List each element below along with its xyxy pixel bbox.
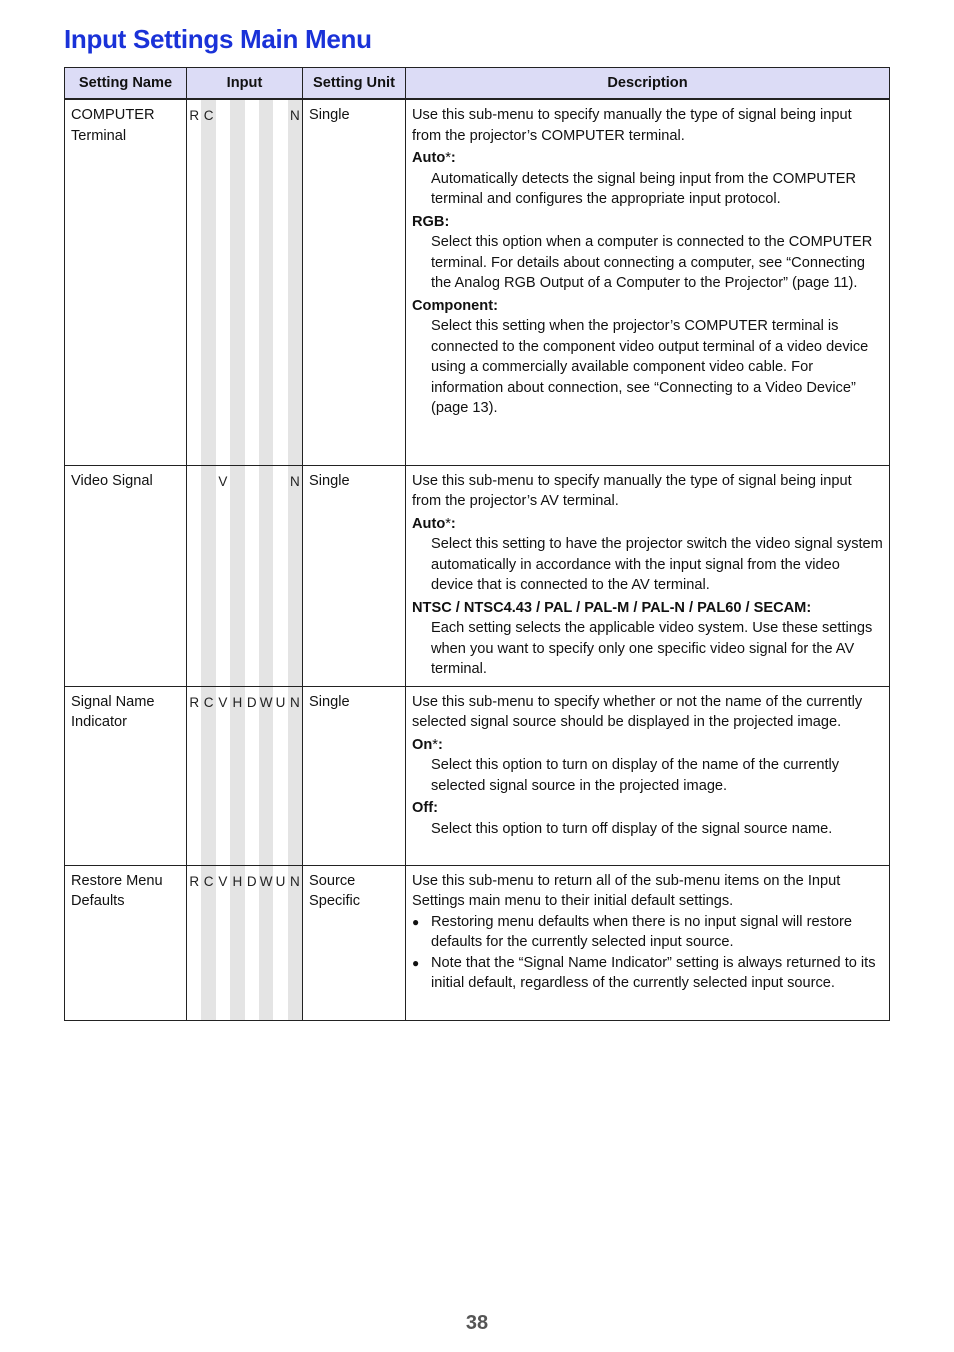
input-indicator: N bbox=[288, 100, 302, 465]
input-indicator bbox=[259, 100, 273, 465]
option-name: RGB bbox=[412, 213, 445, 230]
input-cell bbox=[187, 686, 303, 865]
setting-name-cell: Restore Menu Defaults bbox=[65, 865, 187, 1020]
bullet-text: Note that the “Signal Name Indicator” setting is always returned to its initial default, regardless of the currently selected input source. bbox=[431, 954, 876, 991]
description-intro: Use this sub-menu to return all of the sub-menu items on the Input Settings main menu to their initial default settings. bbox=[412, 872, 841, 909]
input-indicator bbox=[273, 466, 287, 686]
option-description: Select this option to turn off display of the signal source name. bbox=[431, 820, 833, 837]
option-name: Off bbox=[412, 800, 434, 816]
bullet-item bbox=[412, 953, 883, 994]
bullet-text: Restoring menu defaults when there is no input signal will restore defaults for the currently selected input source. bbox=[431, 913, 853, 950]
input-indicator: D bbox=[246, 694, 257, 710]
option-description: Automatically detects the signal being input from the COMPUTER terminal and configures the appropriate input protocol. bbox=[431, 170, 857, 207]
table-row bbox=[65, 99, 890, 465]
input-indicator: V bbox=[218, 873, 228, 889]
input-indicator: N bbox=[288, 866, 302, 1020]
description-cell bbox=[406, 686, 890, 865]
description-intro: Use this sub-menu to specify whether or not the name of the currently selected signal source should be displayed in the projected image. bbox=[412, 693, 863, 730]
option-label bbox=[412, 514, 883, 535]
option-name: NTSC / NTSC4.43 / PAL / PAL-M / PAL-N / PAL60 / SECAM bbox=[412, 599, 807, 616]
bullet-icon: ● bbox=[412, 914, 420, 929]
description-intro: Use this sub-menu to specify manually the type of signal being input from the projector’s AV terminal. bbox=[412, 472, 852, 509]
option-description: Select this setting to have the projector switch the video signal system automatically in accordance with the input signal from the video device that is connected to the AV terminal. bbox=[431, 536, 883, 593]
option-label bbox=[412, 148, 883, 169]
option-name: Component bbox=[412, 297, 494, 314]
setting-name-cell: Signal Name Indicator bbox=[65, 686, 187, 865]
input-indicator bbox=[187, 466, 201, 686]
input-indicator bbox=[201, 466, 215, 686]
default-marker: * bbox=[445, 150, 451, 166]
input-indicator: C bbox=[201, 866, 215, 1020]
input-indicator: D bbox=[246, 873, 257, 889]
option-description: Each setting selects the applicable video system. Use these settings when you want to specify only one specific video signal for the AV terminal. bbox=[431, 620, 873, 677]
input-indicator: W bbox=[259, 866, 273, 1020]
option-colon: : bbox=[806, 599, 812, 616]
input-indicator: R bbox=[189, 108, 200, 123]
input-indicator bbox=[230, 466, 244, 686]
input-cell bbox=[187, 99, 303, 465]
option-colon: : bbox=[450, 150, 456, 166]
setting-unit-cell: Source Specific bbox=[303, 865, 406, 1020]
input-indicator: H bbox=[230, 687, 244, 865]
option-description: Select this option when a computer is connected to the COMPUTER terminal. For details about connecting a computer, see “Connecting the Analog RGB Output of a Computer to the Projector” (page 11). bbox=[431, 234, 873, 291]
option-description: Select this setting when the projector’s COMPUTER terminal is connected to the component video output terminal of a video device using a commercially available component video cable. For information about connection, see “Connecting to a Video Device” (page 13). bbox=[431, 318, 869, 416]
input-indicator bbox=[230, 100, 244, 465]
description-intro: Use this sub-menu to specify manually the type of signal being input from the projector’s COMPUTER terminal. bbox=[412, 107, 852, 144]
setting-name-cell: Video Signal bbox=[65, 465, 187, 686]
option-label bbox=[412, 296, 883, 317]
default-marker: * bbox=[445, 515, 451, 532]
input-indicator: V bbox=[218, 694, 228, 710]
input-indicator bbox=[259, 466, 273, 686]
input-cell bbox=[187, 865, 303, 1020]
settings-table bbox=[64, 67, 890, 1021]
input-indicator: N bbox=[288, 466, 302, 686]
setting-unit-cell: Single bbox=[303, 465, 406, 686]
input-indicator bbox=[245, 466, 259, 686]
table-row bbox=[65, 865, 890, 1020]
input-indicator: U bbox=[275, 873, 286, 889]
option-name: Auto bbox=[412, 515, 446, 532]
default-marker: * bbox=[432, 736, 438, 753]
option-label bbox=[412, 598, 883, 619]
table-header-row bbox=[65, 68, 890, 100]
bullet-icon: ● bbox=[412, 955, 420, 970]
bullet-item bbox=[412, 912, 883, 953]
option-colon: : bbox=[437, 736, 443, 753]
header-description: Description bbox=[406, 68, 890, 100]
header-input: Input bbox=[187, 68, 303, 100]
description-cell bbox=[406, 99, 890, 465]
setting-unit-cell: Single bbox=[303, 99, 406, 465]
input-indicator: H bbox=[230, 866, 244, 1020]
description-cell bbox=[406, 865, 890, 1020]
input-indicator: R bbox=[189, 873, 200, 889]
input-indicator: C bbox=[201, 687, 215, 865]
option-label bbox=[412, 798, 883, 819]
page-title: Input Settings Main Menu bbox=[64, 24, 372, 54]
option-label bbox=[412, 212, 883, 233]
header-setting-name: Setting Name bbox=[65, 68, 187, 100]
option-label bbox=[412, 735, 883, 756]
table-row bbox=[65, 465, 890, 686]
header-setting-unit: Setting Unit bbox=[303, 68, 406, 100]
input-indicator bbox=[273, 100, 287, 465]
setting-name-cell: COMPUTER Terminal bbox=[65, 99, 187, 465]
option-colon: : bbox=[444, 213, 450, 230]
input-indicator: V bbox=[218, 473, 228, 489]
option-name: Auto bbox=[412, 150, 446, 166]
setting-unit-cell: Single bbox=[303, 686, 406, 865]
option-description: Select this option to turn on display of the name of the currently selected signal source in the projected image. bbox=[431, 757, 840, 794]
option-colon: : bbox=[450, 515, 456, 532]
page-number: 38 bbox=[465, 1312, 489, 1334]
input-indicator: C bbox=[201, 100, 215, 465]
input-indicator: R bbox=[189, 694, 200, 710]
description-cell bbox=[406, 465, 890, 686]
option-colon: : bbox=[433, 800, 438, 816]
table-row bbox=[65, 686, 890, 865]
input-indicator bbox=[216, 100, 230, 465]
option-colon: : bbox=[493, 297, 498, 314]
input-indicator bbox=[245, 100, 259, 465]
option-name: On bbox=[412, 736, 433, 753]
input-indicator: W bbox=[259, 687, 273, 865]
input-indicator: U bbox=[275, 694, 286, 710]
input-indicator: N bbox=[288, 687, 302, 865]
input-cell bbox=[187, 465, 303, 686]
